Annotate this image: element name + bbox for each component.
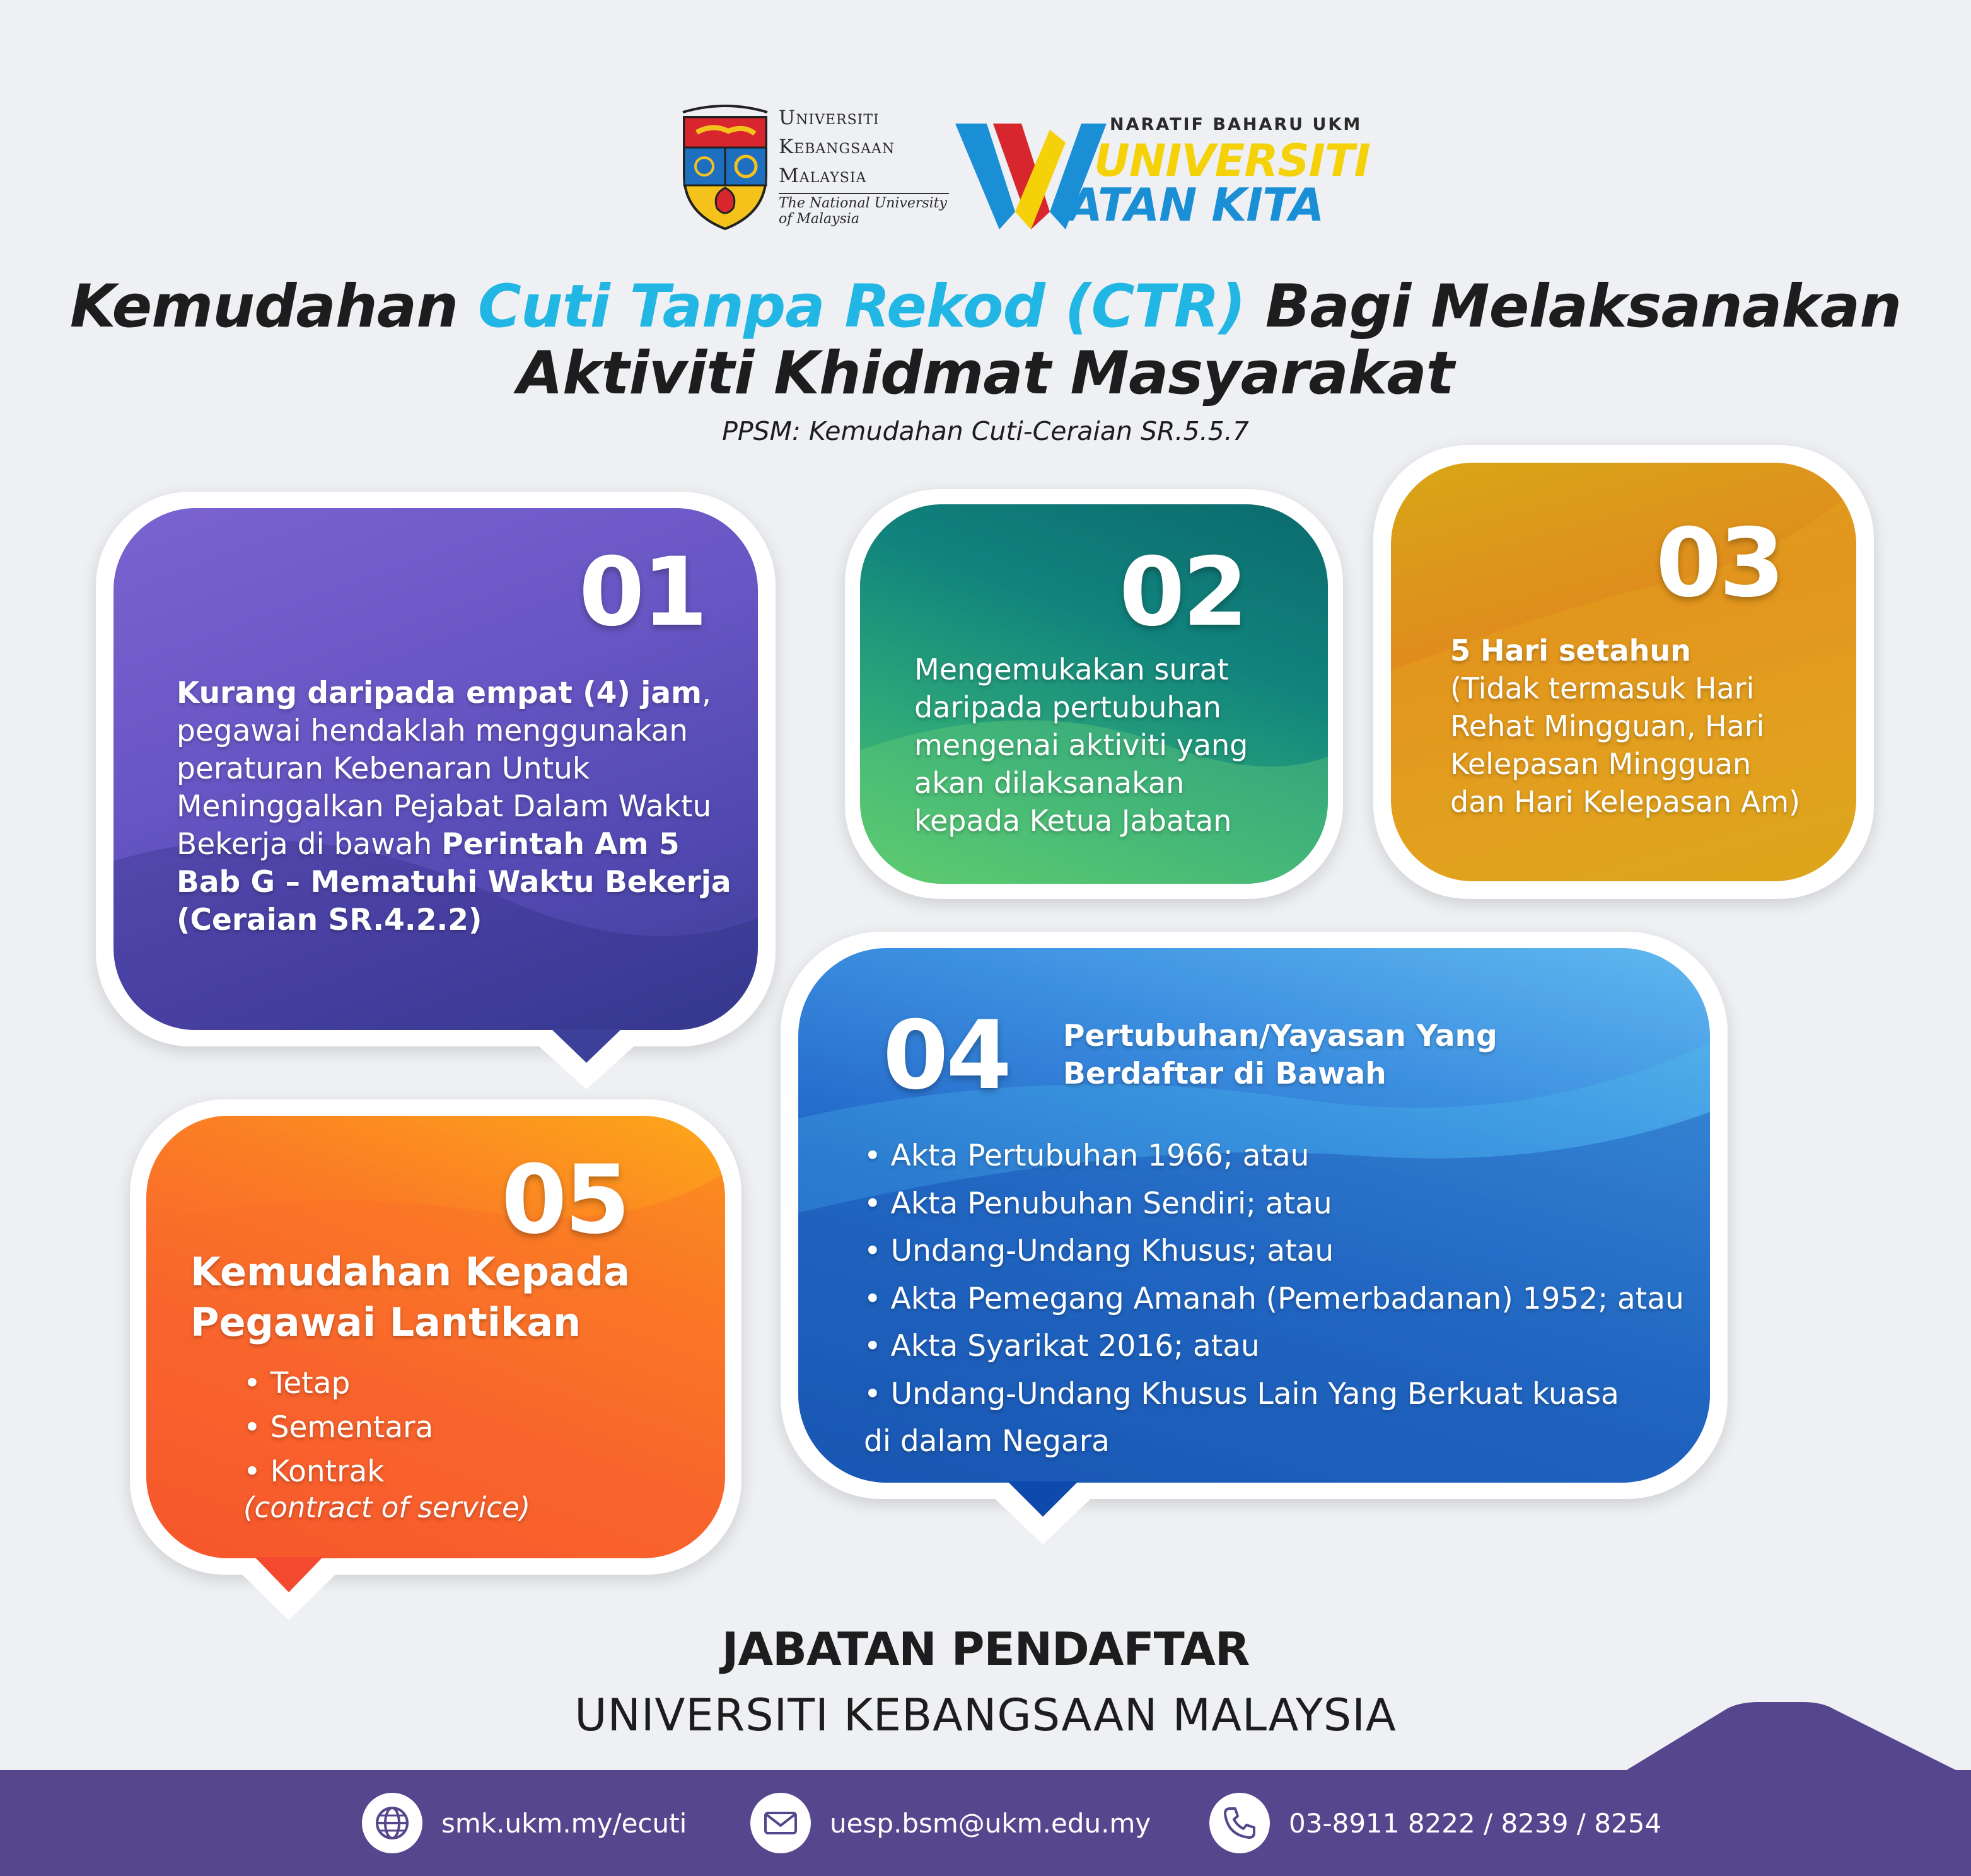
card-05-tail-fill [255, 1557, 323, 1592]
card-03-text [1450, 632, 1800, 821]
contact-email-text: uesp.bsm@ukm.edu.my [830, 1807, 1151, 1839]
ukm-word-1: Universiti [779, 107, 880, 129]
card-01-line-6-bold: Bab G – Mematuhi Waktu Bekerja [177, 865, 731, 900]
card-05-item-2: • Sementara [243, 1410, 434, 1445]
title-pre: Kemudahan [69, 272, 478, 341]
card-01-line-7-bold: (Ceraian SR.4.2.2) [177, 903, 482, 937]
card-03-number: 03 [1656, 509, 1782, 618]
card-02-line-5: kepada Ketua Jabatan [914, 804, 1232, 838]
card-04-heading [1063, 1017, 1497, 1093]
contact-email[interactable] [750, 1793, 1151, 1853]
card-05-heading [190, 1247, 630, 1348]
card-01-line-5 [177, 826, 731, 864]
card-03-bold [1450, 632, 1800, 669]
uwk-watan-kita: ATAN KITA [1067, 178, 1324, 231]
phone-icon [1209, 1793, 1270, 1853]
page-title-line-1 [0, 272, 1971, 342]
globe-icon [362, 1793, 422, 1853]
ukm-tagline-1: The National University [779, 193, 949, 211]
card-05-number: 05 [501, 1145, 628, 1255]
card-01-line-2: pegawai hendaklah menggunakan [177, 714, 689, 748]
ukm-wordmark [779, 103, 949, 227]
card-03-bold-text: 5 Hari setahun [1450, 634, 1691, 668]
card-02-line-4: akan dilaksanakan [914, 766, 1185, 800]
card-02-line-3: mengenai aktiviti yang [914, 728, 1248, 762]
card-02-number: 02 [1119, 538, 1246, 647]
card-01-tail-fill [551, 1029, 622, 1063]
card-01-line-1 [177, 675, 731, 712]
card-04-item-5: • Akta Syarikat 2016; atau [864, 1329, 1260, 1364]
card-03-line-4: dan Hari Kelepasan Am) [1450, 785, 1801, 819]
card-01-comma: , [702, 676, 711, 710]
card-04-tail-fill [1008, 1481, 1078, 1517]
ukm-crest-icon [678, 100, 772, 232]
footer-university: UNIVERSITI KEBANGSAAN MALAYSIA [574, 1689, 1397, 1741]
card-04-item-3: • Undang-Undang Khusus; atau [864, 1234, 1334, 1268]
card-04-item-4: • Akta Pemegang Amanah (Pemerbadanan) 1952; atau [864, 1281, 1684, 1316]
card-02-line-2: daripada pertubuhan [914, 690, 1221, 724]
card-01-line-3: peraturan Kebenaran Untuk [177, 751, 590, 786]
universiti-watan-kita-logo [955, 111, 1370, 231]
card-01-line-5-bold: Perintah Am 5 [441, 827, 680, 862]
card-01-line-5-pre: Bekerja di bawah [177, 827, 442, 862]
card-03-line-3: Kelepasan Mingguan [1450, 747, 1752, 781]
card-04-item-7: di dalam Negara [864, 1424, 1110, 1459]
ukm-word-2: Kebangsaan [779, 136, 895, 158]
card-01-line-7 [177, 901, 731, 939]
card-04-item-6: • Undang-Undang Khusus Lain Yang Berkuat kuasa [864, 1376, 1619, 1411]
card-01-bold-1: Kurang daripada empat (4) jam [177, 676, 702, 710]
card-04-heading-1: Pertubuhan/Yayasan Yang [1063, 1019, 1497, 1053]
ukm-word-3: Malaysia [779, 165, 867, 187]
contact-phone-text: 03-8911 8222 / 8239 / 8254 [1289, 1807, 1662, 1839]
card-03-line-2: Rehat Mingguan, Hari [1450, 709, 1765, 743]
card-01-line-4: Meninggalkan Pejabat Dalam Waktu [177, 789, 712, 824]
card-01-line-6 [177, 864, 731, 901]
card-05-item-1: • Tetap [243, 1366, 351, 1401]
page-subtitle: PPSM: Kemudahan Cuti-Ceraian SR.5.5.7 [722, 416, 1249, 446]
contact-website[interactable] [362, 1793, 687, 1853]
ukm-tagline-2: of Malaysia [779, 211, 860, 227]
card-01-text [177, 675, 731, 939]
footer-department: JABATAN PENDAFTAR [721, 1623, 1250, 1676]
card-04-number: 04 [883, 1001, 1009, 1111]
card-05-heading-1: Kemudahan Kepada [190, 1249, 631, 1295]
card-02-line-1: Mengemukakan surat [914, 652, 1229, 686]
mail-icon [750, 1793, 811, 1853]
card-04-item-2: • Akta Penubuhan Sendiri; atau [864, 1186, 1332, 1221]
card-03-line-1: (Tidak termasuk Hari [1450, 671, 1755, 705]
card-01-number: 01 [579, 538, 706, 647]
uwk-tagline: NARATIF BAHARU UKM [1110, 115, 1363, 134]
contact-phone[interactable] [1209, 1793, 1661, 1853]
card-04-heading-2: Berdaftar di Bawah [1063, 1057, 1387, 1091]
title-post: Bagi Melaksanakan [1245, 272, 1902, 341]
title-highlight: Cuti Tanpa Rekod (CTR) [477, 272, 1246, 341]
card-04-item-1: • Akta Pertubuhan 1966; atau [864, 1138, 1310, 1173]
card-05-note: (contract of service) [243, 1491, 531, 1524]
uwk-universiti: UNIVERSITI [1094, 135, 1370, 187]
page-title-line-2: Aktiviti Khidmat Masyarakat [517, 339, 1454, 408]
card-05-list [243, 1362, 433, 1494]
contact-website-text: smk.ukm.my/ecuti [441, 1807, 687, 1839]
card-05-item-3: • Kontrak [243, 1454, 385, 1489]
footer-bar-peak [1614, 1702, 1971, 1778]
ukm-logo [678, 100, 947, 232]
card-04-list [864, 1132, 1684, 1466]
card-05-heading-2: Pegawai Lantikan [190, 1299, 581, 1345]
card-02-text [914, 651, 1248, 840]
